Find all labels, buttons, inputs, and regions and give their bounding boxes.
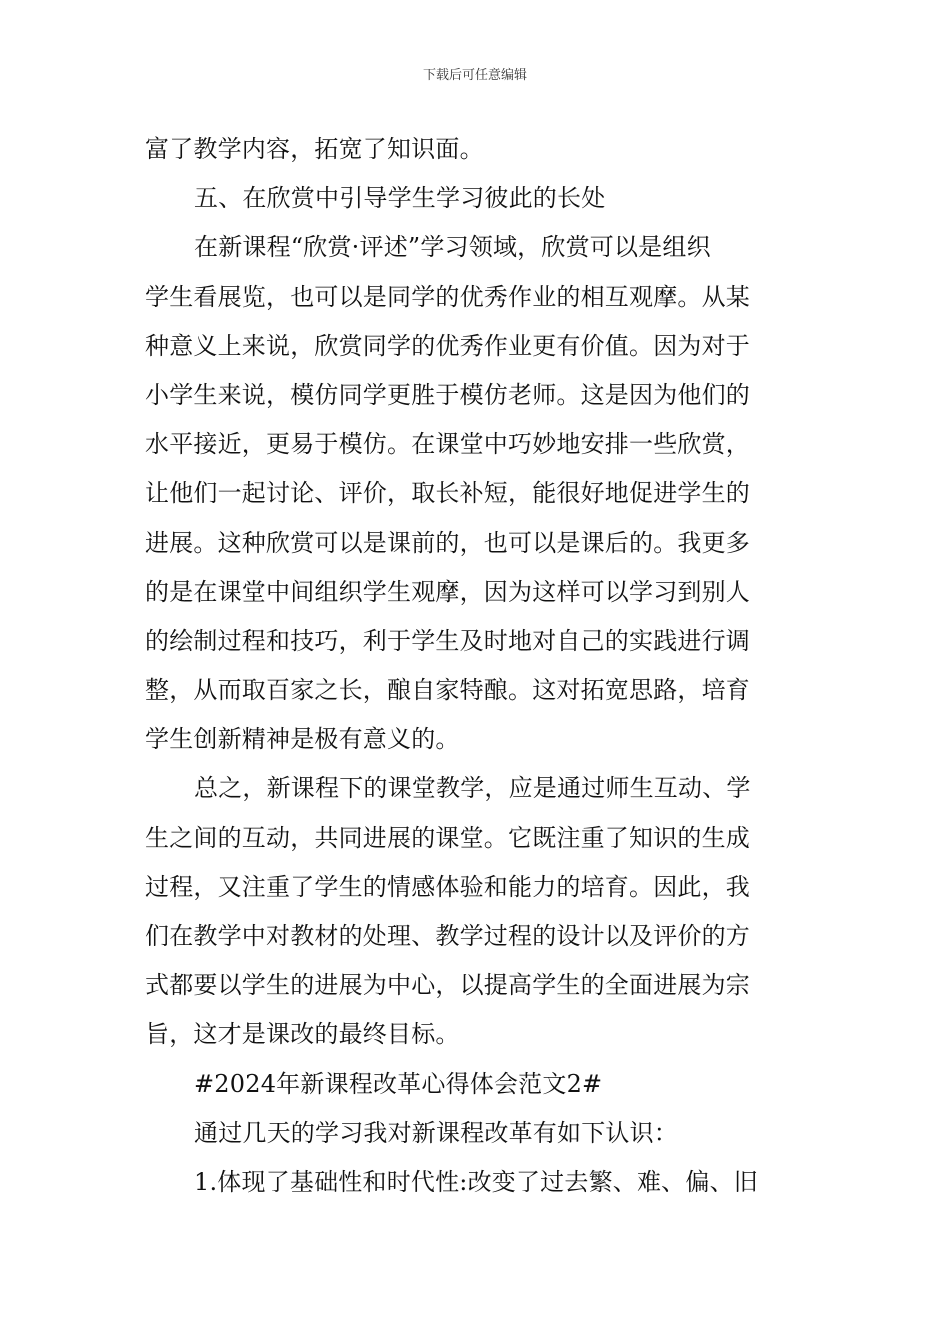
text-line: 学生创新精神是极有意义的。 xyxy=(145,725,460,754)
document-body xyxy=(145,125,809,1207)
text-line: 通过几天的学习我对新课程改革有如下认识： xyxy=(194,1118,678,1147)
text-line: 旨，这才是课改的最终目标。 xyxy=(145,1020,460,1049)
page-header-note: 下载后可任意编辑 xyxy=(422,68,527,83)
text-line: 学生看展览，也可以是同学的优秀作业的相互观摩。从某 xyxy=(145,282,750,311)
text-line: 让他们一起讨论、评价，取长补短，能很好地促进学生的 xyxy=(145,479,750,508)
text-line: 进展。这种欣赏可以是课前的，也可以是课后的。我更多 xyxy=(145,528,750,557)
text-line: 小学生来说，模仿同学更胜于模仿老师。这是因为他们的 xyxy=(145,380,750,409)
text-line: 的是在课堂中间组织学生观摩，因为这样可以学习到别人 xyxy=(145,577,750,606)
text-line: 水平接近，更易于模仿。在课堂中巧妙地安排一些欣赏， xyxy=(145,430,750,459)
text-line: 式都要以学生的进展为中心，以提高学生的全面进展为宗 xyxy=(145,971,750,1000)
section-heading: #2024年新课程改革心得体会范文2# xyxy=(194,1069,603,1098)
text-line: 1.体现了基础性和时代性:改变了过去繁、难、偏、旧 xyxy=(194,1167,758,1196)
text-line: 总之，新课程下的课堂教学，应是通过师生互动、学 xyxy=(194,774,751,803)
section-heading: 五、在欣赏中引导学生学习彼此的长处 xyxy=(194,184,606,213)
text-line: 过程，又注重了学生的情感体验和能力的培育。因此，我 xyxy=(145,872,750,901)
text-line: 富了教学内容，拓宽了知识面。 xyxy=(145,135,484,163)
text-line: 生之间的互动，共同进展的课堂。它既注重了知识的生成 xyxy=(145,823,750,852)
text-line: 们在教学中对教材的处理、教学过程的设计以及评价的方 xyxy=(145,922,750,950)
text-line: 整，从而取百家之长，酿自家特酿。这对拓宽思路，培育 xyxy=(145,676,750,705)
text-line: 种意义上来说，欣赏同学的优秀作业更有价值。因为对于 xyxy=(145,331,750,360)
text-line: 在新课程“欣赏·评述”学习领域，欣赏可以是组织 xyxy=(194,233,711,262)
text-line: 的绘制过程和技巧，利于学生及时地对自己的实践进行调 xyxy=(145,626,750,655)
